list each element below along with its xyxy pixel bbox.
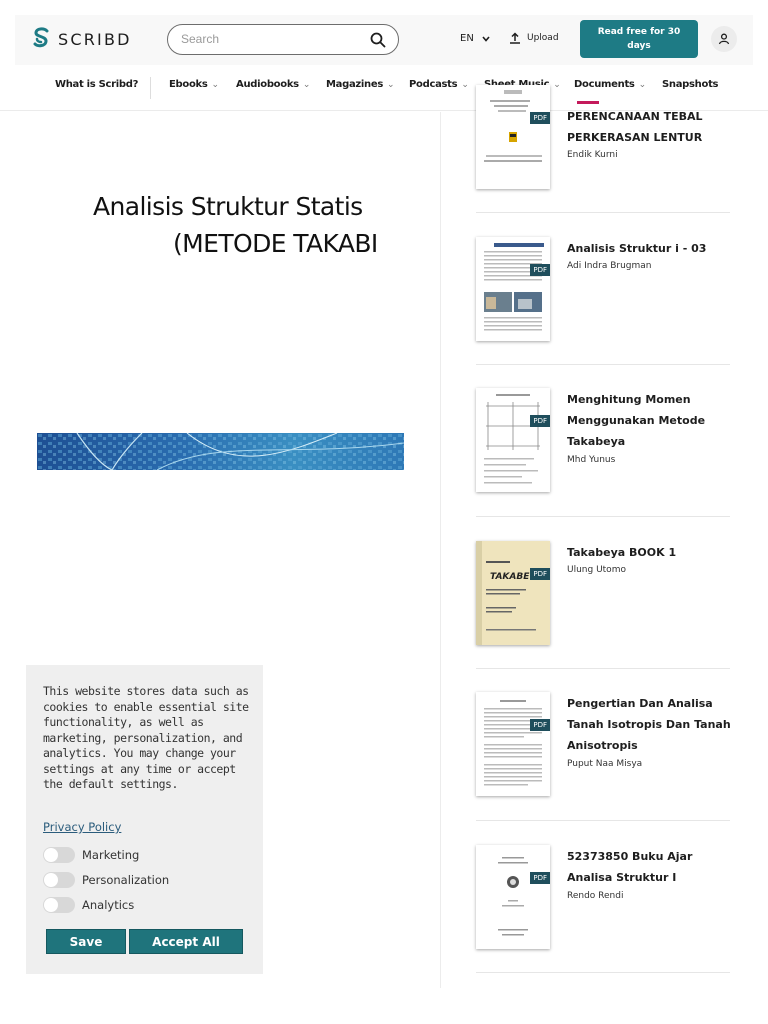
document-title-line1: Analisis Struktur Statis <box>93 192 363 221</box>
top-header <box>15 15 753 65</box>
document-title-line2: (METODE TAKABI <box>173 229 378 258</box>
nav-item-what-is-scribd[interactable]: What is Scribd? <box>55 79 139 90</box>
upload-button[interactable] <box>509 32 559 44</box>
chevron-down-icon: ⌄ <box>553 80 561 90</box>
document-thumbnail[interactable] <box>476 388 550 492</box>
toggle-personalization[interactable] <box>43 872 169 888</box>
document-thumbnail[interactable] <box>476 692 550 796</box>
related-document[interactable] <box>476 61 730 213</box>
read-free-button[interactable]: Read free for 30 days <box>580 20 698 58</box>
nav-item-podcasts[interactable]: Podcasts ⌄ <box>409 79 469 90</box>
privacy-policy-link[interactable]: Privacy Policy <box>43 820 122 834</box>
related-title[interactable]: Menghitung Momen Menggunakan Metode Takabeya <box>567 393 706 448</box>
account-button[interactable] <box>711 26 737 52</box>
save-button[interactable]: Save <box>46 929 126 954</box>
nav-item-documents[interactable]: Documents ⌄ <box>574 79 646 90</box>
nav-item-snapshots[interactable]: Snapshots <box>662 79 719 90</box>
document-thumbnail[interactable] <box>476 541 550 645</box>
toggle-analytics[interactable] <box>43 897 134 913</box>
toggle-label: Analytics <box>82 898 135 912</box>
chevron-down-icon: ⌄ <box>211 80 219 90</box>
document-page-preview <box>476 692 550 796</box>
pdf-badge: PDF <box>530 112 550 124</box>
scribd-logo-icon <box>32 27 52 51</box>
pdf-badge: PDF <box>530 568 550 580</box>
chevron-down-icon: ⌄ <box>302 80 311 90</box>
search-icon[interactable] <box>370 32 386 48</box>
scribd-logo[interactable] <box>32 27 132 51</box>
document-thumbnail[interactable] <box>476 85 550 189</box>
document-page-preview <box>476 541 550 645</box>
document-page-preview <box>476 388 550 492</box>
document-banner-image <box>37 433 404 470</box>
nav-divider <box>150 77 151 99</box>
related-author[interactable]: Adi Indra Brugman <box>567 261 652 271</box>
related-title[interactable]: Pengertian Dan Analisa Tanah Isotropis Dan Tanah Anisotropis <box>567 697 731 752</box>
accept-all-button[interactable]: Accept All <box>129 929 243 954</box>
related-document[interactable] <box>476 213 730 365</box>
search-box[interactable] <box>167 24 399 55</box>
search-input[interactable] <box>181 32 361 46</box>
language-selector[interactable] <box>460 33 490 44</box>
related-document[interactable] <box>476 365 730 517</box>
related-document[interactable] <box>476 821 730 973</box>
chevron-down-icon: ⌄ <box>387 80 395 90</box>
related-author[interactable]: Mhd Yunus <box>567 455 616 465</box>
nav-item-ebooks[interactable]: Ebooks ⌄ <box>169 79 219 90</box>
document-page-preview <box>476 85 550 189</box>
toggle-label: Marketing <box>82 848 140 862</box>
related-title[interactable]: Takabeya BOOK 1 <box>567 546 677 559</box>
pdf-badge: PDF <box>530 719 550 731</box>
language-label: EN <box>460 33 474 44</box>
toggle-label: Personalization <box>82 873 170 887</box>
nav-item-magazines[interactable]: Magazines ⌄ <box>326 79 395 90</box>
pdf-badge: PDF <box>530 264 550 276</box>
thumbnail-caption: TAKABE <box>490 572 530 582</box>
toggle-switch[interactable] <box>43 872 75 888</box>
document-thumbnail[interactable] <box>476 845 550 949</box>
document-title <box>38 192 404 272</box>
panel-divider <box>440 112 441 988</box>
cookie-consent-banner <box>26 665 263 974</box>
pdf-badge: PDF <box>530 415 550 427</box>
nav-item-audiobooks[interactable]: Audiobooks ⌄ <box>236 79 311 90</box>
toggle-marketing[interactable] <box>43 847 139 863</box>
related-document[interactable] <box>476 517 730 669</box>
related-author[interactable]: Ulung Utomo <box>567 565 626 575</box>
upload-icon <box>509 32 521 44</box>
chevron-down-icon: ⌄ <box>638 80 646 90</box>
logo-text: SCRIBD <box>58 29 132 49</box>
chevron-down-icon <box>482 36 490 42</box>
related-title[interactable]: Analisis Struktur i - 03 <box>567 242 707 255</box>
related-document[interactable] <box>476 669 730 821</box>
document-thumbnail[interactable] <box>476 237 550 341</box>
pdf-badge: PDF <box>530 872 550 884</box>
toggle-switch[interactable] <box>43 897 75 913</box>
cookie-message: This website stores data such as cookies to enable essential site functionality, as well as marketing, personalization, and analytics. You may change your settings at any time or accept the default settings. <box>43 684 249 791</box>
related-title[interactable]: 52373850 Buku Ajar Analisa Struktur I <box>567 850 693 884</box>
document-page-preview <box>476 845 550 949</box>
chevron-down-icon: ⌄ <box>461 80 469 90</box>
document-page-preview <box>476 237 550 341</box>
toggle-switch[interactable] <box>43 847 75 863</box>
list-divider <box>476 972 730 973</box>
related-author[interactable]: Puput Naa Misya <box>567 759 643 769</box>
upload-label: Upload <box>527 33 559 43</box>
related-author[interactable]: Endik Kurni <box>567 150 618 160</box>
related-author[interactable]: Rendo Rendi <box>567 891 624 901</box>
related-title[interactable]: PERENCANAAN TEBAL PERKERASAN LENTUR <box>567 110 703 144</box>
user-icon <box>718 33 730 45</box>
